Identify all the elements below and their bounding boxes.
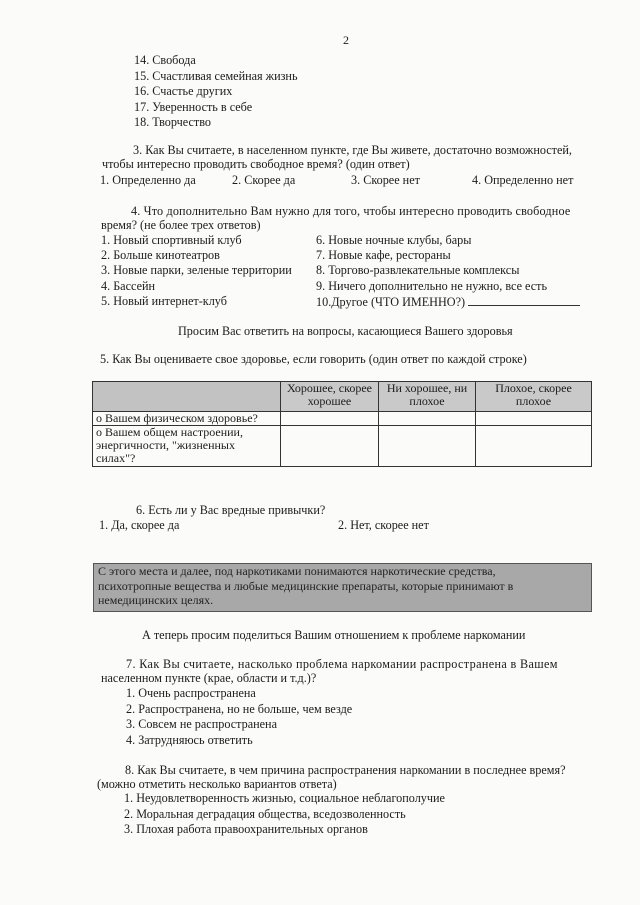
row-label: о Вашем общем настроении, энергичности, "жизненных силах"? [93, 426, 281, 467]
q4-option-other-label: 10.Другое (ЧТО ИМЕННО?) [316, 294, 466, 309]
drug-section-intro: А теперь просим поделиться Вашим отношением к проблеме наркомании [142, 628, 526, 642]
q4-option[interactable]: 3. Новые парки, зеленые территории [101, 263, 292, 278]
question-4-text-cont: время? (не более трех ответов) [101, 218, 261, 232]
q4-option-other[interactable] [316, 294, 580, 309]
q4-option[interactable]: 9. Ничего дополнительно не нужно, все есть [316, 278, 548, 293]
q8-option[interactable]: 1. Неудовлетворенность жизнью, социальное неблагополучие [124, 791, 445, 805]
notice-line: С этого места и далее, под наркотиками понимаются наркотические средства, [98, 564, 496, 578]
answer-cell[interactable] [281, 412, 379, 426]
other-answer-line[interactable] [468, 294, 580, 306]
table-header-row [93, 382, 592, 412]
list-item: 15. Счастливая семейная жизнь [134, 68, 298, 83]
q4-option[interactable]: 1. Новый спортивный клуб [101, 233, 242, 247]
question-8-text: 8. Как Вы считаете, в чем причина распространения наркомании в последнее время? [125, 763, 566, 777]
drug-definition-notice [93, 563, 592, 612]
answer-cell[interactable] [476, 426, 592, 467]
question-3-text: 3. Как Вы считаете, в населенном пункте, где Вы живете, достаточно возможностей, [133, 143, 572, 157]
page-number: 2 [343, 33, 349, 47]
q3-option-2[interactable]: 2. Скорее да [232, 173, 296, 187]
question-4-options-right [316, 233, 580, 309]
list-item: 16. Счастье других [134, 84, 233, 98]
answer-cell[interactable] [281, 426, 379, 467]
question-4-options-left [101, 233, 292, 309]
table-row [93, 412, 592, 426]
q3-option-1[interactable]: 1. Определенно да [100, 173, 196, 187]
q7-option[interactable]: 4. Затрудняюсь ответить [126, 732, 253, 747]
q4-option[interactable]: 6. Новые ночные клубы, бары [316, 233, 472, 247]
q3-option-3[interactable]: 3. Скорее нет [351, 173, 420, 187]
q4-option[interactable]: 8. Торгово-развлекательные комплексы [316, 263, 520, 278]
q6-option-2[interactable]: 2. Нет, скорее нет [338, 518, 429, 532]
q4-option[interactable]: 4. Бассейн [101, 278, 156, 293]
q3-option-4[interactable]: 4. Определенно нет [472, 173, 574, 187]
health-rating-table [92, 381, 592, 467]
q7-option[interactable]: 1. Очень распространена [126, 686, 256, 700]
table-row [93, 426, 592, 467]
q6-option-1[interactable]: 1. Да, скорее да [99, 518, 180, 532]
question-8-text-cont: (можно отметить несколько вариантов ответа) [97, 777, 337, 791]
table-corner-cell [93, 382, 281, 412]
list-item: 18. Творчество [134, 115, 212, 129]
answer-cell[interactable] [379, 412, 476, 426]
question-7-text: 7. Как Вы считаете, насколько проблема наркомании распространена в Вашем [126, 657, 558, 671]
q7-option[interactable]: 3. Совсем не распространена [126, 717, 277, 731]
question-5-text: 5. Как Вы оцениваете свое здоровье, если говорить (один ответ по каждой строке) [100, 352, 527, 366]
notice-line: психотропные вещества и любые медицинские препараты, которые принимают в [98, 578, 514, 593]
q4-option[interactable]: 2. Больше кинотеатров [101, 248, 220, 263]
question-8-options [124, 791, 445, 838]
question-6-text: 6. Есть ли у Вас вредные привычки? [136, 503, 326, 517]
question-4-text: 4. Что дополнительно Вам нужно для того, чтобы интересно проводить свободное [131, 204, 571, 218]
values-list [134, 53, 298, 131]
q4-option[interactable]: 5. Новый интернет-клуб [101, 293, 227, 308]
q7-option[interactable]: 2. Распространена, но не больше, чем везде [126, 701, 353, 716]
row-label: о Вашем физическом здоровье? [93, 412, 281, 426]
list-item: 17. Уверенность в себе [134, 99, 253, 114]
column-header: Хорошее, скорее хорошее [281, 382, 379, 412]
q8-option[interactable]: 2. Моральная деградация общества, вседозволенность [124, 806, 406, 821]
list-item: 14. Свобода [134, 53, 196, 67]
answer-cell[interactable] [379, 426, 476, 467]
q8-option[interactable]: 3. Плохая работа правоохранительных органов [124, 822, 368, 836]
q4-option[interactable]: 7. Новые кафе, рестораны [316, 248, 451, 263]
column-header: Ни хорошее, ни плохое [379, 382, 476, 412]
column-header: Плохое, скорее плохое [476, 382, 592, 412]
question-7-options [126, 686, 352, 748]
question-7-text-cont: населенном пункте (крае, области и т.д.)? [101, 671, 317, 685]
question-3-text-cont: чтобы интересно проводить свободное время? (один ответ) [102, 157, 410, 171]
notice-line: немедицинских целях. [98, 593, 214, 607]
answer-cell[interactable] [476, 412, 592, 426]
health-section-intro: Просим Вас ответить на вопросы, касающиеся Вашего здоровья [178, 324, 513, 338]
